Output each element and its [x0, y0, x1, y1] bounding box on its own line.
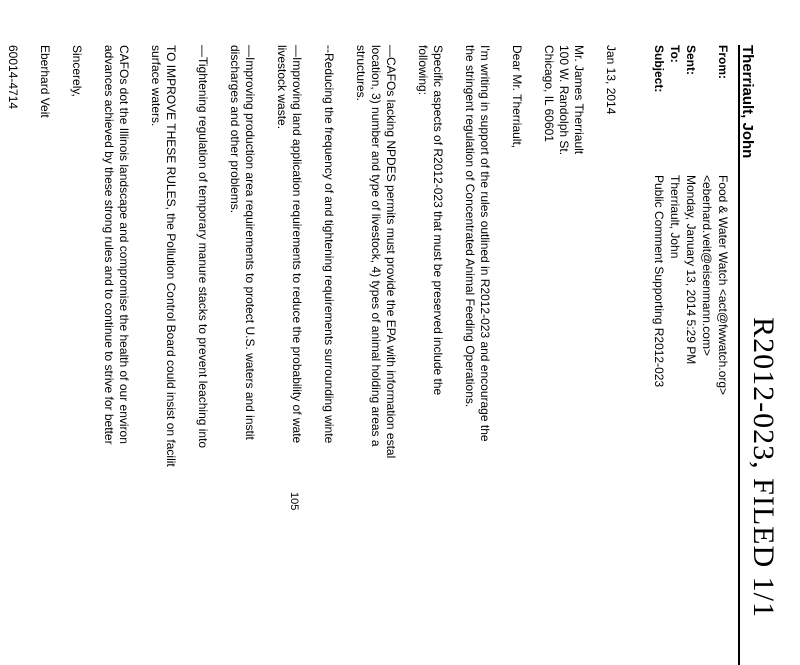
meta-value-email: <eberhard.veit@eisenmann.com>: [700, 175, 714, 356]
meta-label-sent: Sent:: [684, 45, 698, 75]
body-line: following:: [416, 45, 430, 96]
page-number: 105: [288, 492, 300, 511]
meta-label-subject: Subject:: [652, 45, 666, 93]
body-line: Specific aspects of R2012-023 that must be preserved include the: [431, 45, 445, 396]
header-divider: [738, 45, 740, 665]
meta-label-to: To:: [668, 45, 682, 63]
body-line: advances achieved by these strong rules and to continue to strive for better: [102, 45, 116, 445]
body-line: surface waters.: [149, 45, 163, 127]
letter-date: Jan 13, 2014: [604, 45, 618, 115]
meta-value-from: Food & Water Watch <act@fwwatch.org>: [716, 175, 730, 396]
body-line: discharges and other problems.: [228, 45, 242, 214]
address-line: 100 W. Randolph St.: [557, 45, 571, 156]
body-line: —Tightening regulation of temporary manure stacks to prevent leaching into: [196, 45, 210, 449]
address-line: Chicago, IL 60601: [542, 45, 556, 142]
meta-label-from: From:: [716, 45, 730, 79]
meta-value-sent: Monday, January 13, 2014 5:29 PM: [684, 175, 698, 365]
body-line: —Improving production area requirements to protect U.S. waters and instit: [243, 45, 257, 440]
body-line: I'm writing in support of the rules outlined in R2012-023 and encourage the: [478, 45, 492, 442]
salutation: Dear Mr. Therriault,: [510, 45, 524, 149]
body-line: the stringent regulation of Concentrated Animal Feeding Operations.: [463, 45, 477, 408]
closing: Sincerely,: [70, 45, 84, 97]
body-line: structures.: [354, 45, 368, 102]
body-line: —CAFOs lacking NPDES permits must provide the EPA with information estal: [384, 45, 398, 459]
body-line: —Improving land application requirements to reduce the probability of wate: [290, 45, 304, 444]
sender-name-heading: Therriault, John: [739, 45, 756, 159]
body-line: TO IMPROVE THESE RULES, the Pollution Control Board could insist on facilit: [164, 45, 178, 467]
body-line: location, 3) number and type of livestock, 4) types of animal holding areas a: [369, 45, 383, 447]
body-line: CAFOs dot the Illinois landscape and compromise the health of our environ: [117, 45, 131, 444]
body-line: --Reducing the frequency of and tightening requirements surrounding winte: [322, 45, 336, 444]
document-header-title: R2012-023, FILED 1/1: [747, 317, 780, 618]
signature-name: Eberhard Veit: [38, 45, 52, 118]
meta-value-to: Therriault, John: [668, 175, 682, 259]
signature-zip: 60014-4714: [6, 45, 20, 110]
body-line: livestock waste.: [275, 45, 289, 130]
address-line: Mr. James Therriault: [572, 45, 586, 155]
meta-value-subject: Public Comment Supporting R2012-023: [652, 175, 666, 388]
